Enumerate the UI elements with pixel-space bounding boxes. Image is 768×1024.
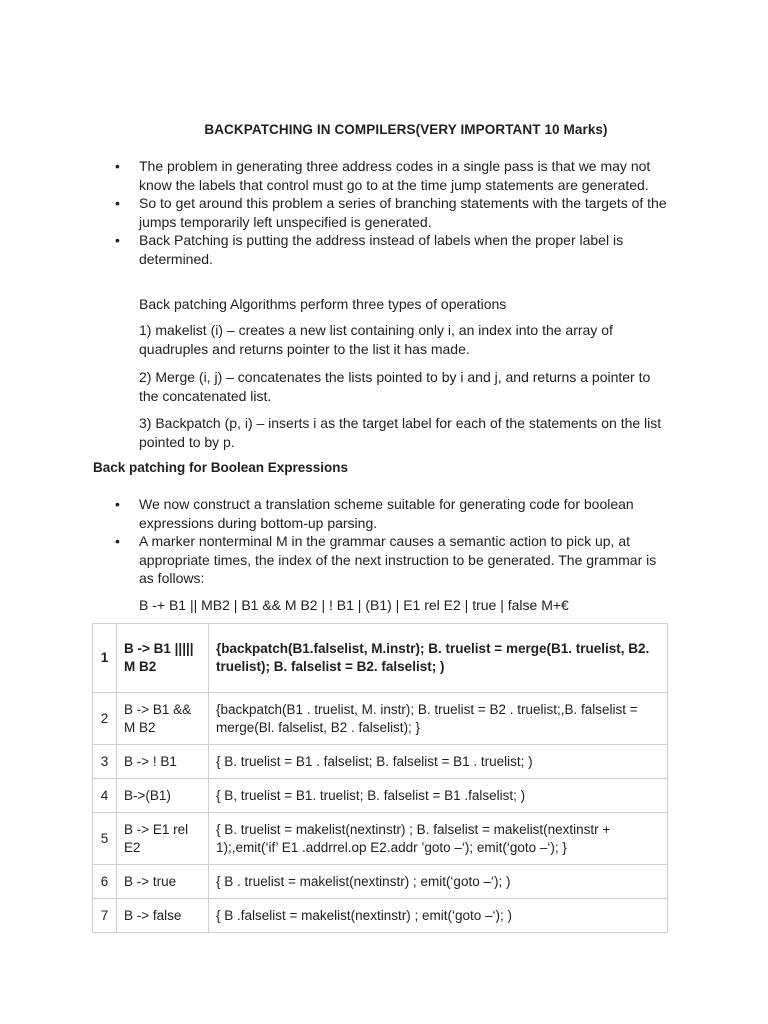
semantic-action-cell: { B. truelist = B1 . falselist; B. falselist = B1 . truelist; ) [209,745,668,779]
table-row [93,899,668,933]
row-number: 4 [93,779,117,813]
operation-backpatch: 3) Backpatch (p, i) – inserts i as the target label for each of the statements on the list pointed to by p. [139,415,662,450]
row-number: 1 [93,624,117,693]
operations-intro: Back patching Algorithms perform three types of operations [139,296,507,312]
production-cell: B -> ! B1 [117,745,209,779]
document-title: BACKPATCHING IN COMPILERS(VERY IMPORTANT 10 Marks) [204,122,608,137]
table-row [93,779,668,813]
intro-bullet-3: • Back Patching is putting the address instead of labels when the proper label is determined. [139,231,671,268]
row-number: 6 [93,865,117,899]
boolean-bullet-2: • A marker nonterminal M in the grammar causes a semantic action to pick up, at appropriate times, the index of the next instruction to be generated. The grammar is as follows: [139,532,671,588]
semantic-action-cell: { B. truelist = makelist(nextinstr) ; B. falselist = makelist(nextinstr + 1);,emit(‘if’ E1 .addrrel.op E2.addr ’goto –‘); emit(‘goto –‘); } [209,813,668,865]
semantic-action-cell: { B . truelist = makelist(nextinstr) ; emit(‘goto –‘); ) [209,865,668,899]
table-row [93,865,668,899]
table-row [93,624,668,693]
row-number: 2 [93,693,117,745]
operation-merge: 2) Merge (i, j) – concatenates the lists pointed to by i and j, and returns a pointer to the concatenated list. [139,369,651,404]
production-cell: B -> true [117,865,209,899]
intro-bullet-list [139,157,671,268]
boolean-section-heading: Back patching for Boolean Expressions [93,460,349,475]
semantic-action-cell: {backpatch(B1.falselist, M.instr); B. truelist = merge(B1. truelist, B2. truelist); B. falselist = B2. falselist; ) [209,624,668,693]
row-number: 5 [93,813,117,865]
intro-bullet-2: • So to get around this problem a series of branching statements with the targets of the jumps temporarily left unspecified is generated. [139,194,671,231]
row-number: 3 [93,745,117,779]
production-cell: B -> B1 && M B2 [117,693,209,745]
table-row [93,693,668,745]
intro-bullet-1: • The problem in generating three address codes in a single pass is that we may not know the labels that control must go to at the time jump statements are generated. [139,157,671,194]
grammar-line: B -+ B1 || MB2 | B1 && M B2 | ! B1 | (B1) | E1 rel E2 | true | false M+€ [139,597,569,613]
boolean-bullet-list [139,495,671,588]
production-cell: B -> B1 ||||| M B2 [117,624,209,693]
production-cell: B->(B1) [117,779,209,813]
production-cell: B -> false [117,899,209,933]
semantic-action-cell: { B, truelist = B1. truelist; B. falselist = B1 .falselist; ) [209,779,668,813]
row-number: 7 [93,899,117,933]
table-row [93,745,668,779]
semantic-action-cell: {backpatch(B1 . truelist, M. instr); B. truelist = B2 . truelist;,B. falselist = merge(Bl. falselist, B2 . falselist); } [209,693,668,745]
production-cell: B -> E1 rel E2 [117,813,209,865]
translation-scheme-table [92,623,668,933]
semantic-action-cell: { B .falselist = makelist(nextinstr) ; emit(‘goto –‘); ) [209,899,668,933]
table-row [93,813,668,865]
boolean-bullet-1: • We now construct a translation scheme suitable for generating code for boolean expressions during bottom-up parsing. [139,495,671,532]
operation-makelist: 1) makelist (i) – creates a new list containing only i, an index into the array of quadruples and returns pointer to the list it has made. [139,322,613,357]
